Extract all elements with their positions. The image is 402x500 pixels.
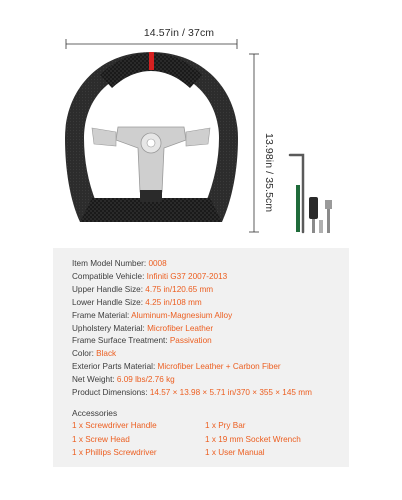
- accessory-item: 1 x 19 mm Socket Wrench: [205, 434, 301, 444]
- spec-label: Frame Surface Treatment:: [72, 336, 170, 346]
- spec-label: Upholstery Material:: [72, 323, 148, 333]
- spec-label: Lower Handle Size:: [72, 297, 146, 307]
- spec-value: 0008: [148, 259, 167, 268]
- spec-value: 6.09 lbs/2.76 kg: [116, 375, 175, 385]
- accessory-item: 1 x Phillips Screwdriver: [72, 448, 157, 457]
- accessory-item: 1 x Screwdriver Handle: [72, 421, 157, 430]
- spec-row: [72, 311, 232, 321]
- spec-label: Frame Material:: [72, 310, 132, 320]
- accessory-item: 1 x Pry Bar: [205, 421, 246, 430]
- accessories-title: Accessories: [72, 408, 118, 418]
- screwdriver-handle-tool: [309, 197, 318, 233]
- spec-row: [72, 375, 175, 385]
- socket-wrench-tool: [325, 200, 332, 233]
- spec-row: [72, 324, 213, 334]
- spec-label: Item Model Number:: [72, 259, 149, 268]
- spec-label: Color:: [72, 349, 97, 359]
- spec-row: [72, 388, 312, 398]
- spec-value: Microfiber Leather: [147, 323, 214, 333]
- spec-label: Net Weight:: [72, 375, 117, 385]
- spec-row: [72, 259, 167, 269]
- spec-row: [72, 362, 281, 372]
- pry-bar-tool: [296, 185, 300, 232]
- spec-label: Exterior Parts Material:: [72, 362, 158, 372]
- steering-wheel: [65, 52, 238, 222]
- center-stripe: [149, 52, 154, 70]
- spec-row: [72, 336, 212, 346]
- screw-head-tool: [319, 220, 323, 233]
- accessory-item: 1 x Screw Head: [72, 434, 130, 444]
- spec-value: Black: [96, 349, 117, 359]
- spec-label: Upper Handle Size:: [72, 284, 146, 294]
- spec-value: 4.75 in/120.65 mm: [145, 284, 214, 294]
- spec-row: [72, 298, 202, 308]
- spec-row: [72, 349, 116, 359]
- accessory-item: 1 x User Manual: [205, 448, 265, 457]
- spec-value: Microfiber Leather + Carbon Fiber: [157, 362, 281, 372]
- spec-label: Product Dimensions:: [72, 388, 150, 397]
- height-dimension-label: 13.98in / 35.5cm: [263, 133, 275, 213]
- spec-row: [72, 285, 213, 295]
- spec-value: 4.25 in/108 mm: [145, 297, 202, 307]
- height-dimension-line: [249, 54, 259, 232]
- spec-label: Compatible Vehicle:: [72, 271, 147, 281]
- spec-row: [72, 272, 227, 282]
- spec-value: Infiniti G37 2007-2013: [146, 271, 228, 281]
- spec-value: 14.57 × 13.98 × 5.71 in/370 × 355 × 145 mm: [149, 388, 312, 397]
- width-dimension-label: 14.57in / 37cm: [143, 27, 215, 39]
- spec-value: Aluminum-Magnesium Alloy: [131, 310, 233, 320]
- spec-value: Passivation: [169, 336, 212, 346]
- width-dimension-line: [66, 39, 237, 49]
